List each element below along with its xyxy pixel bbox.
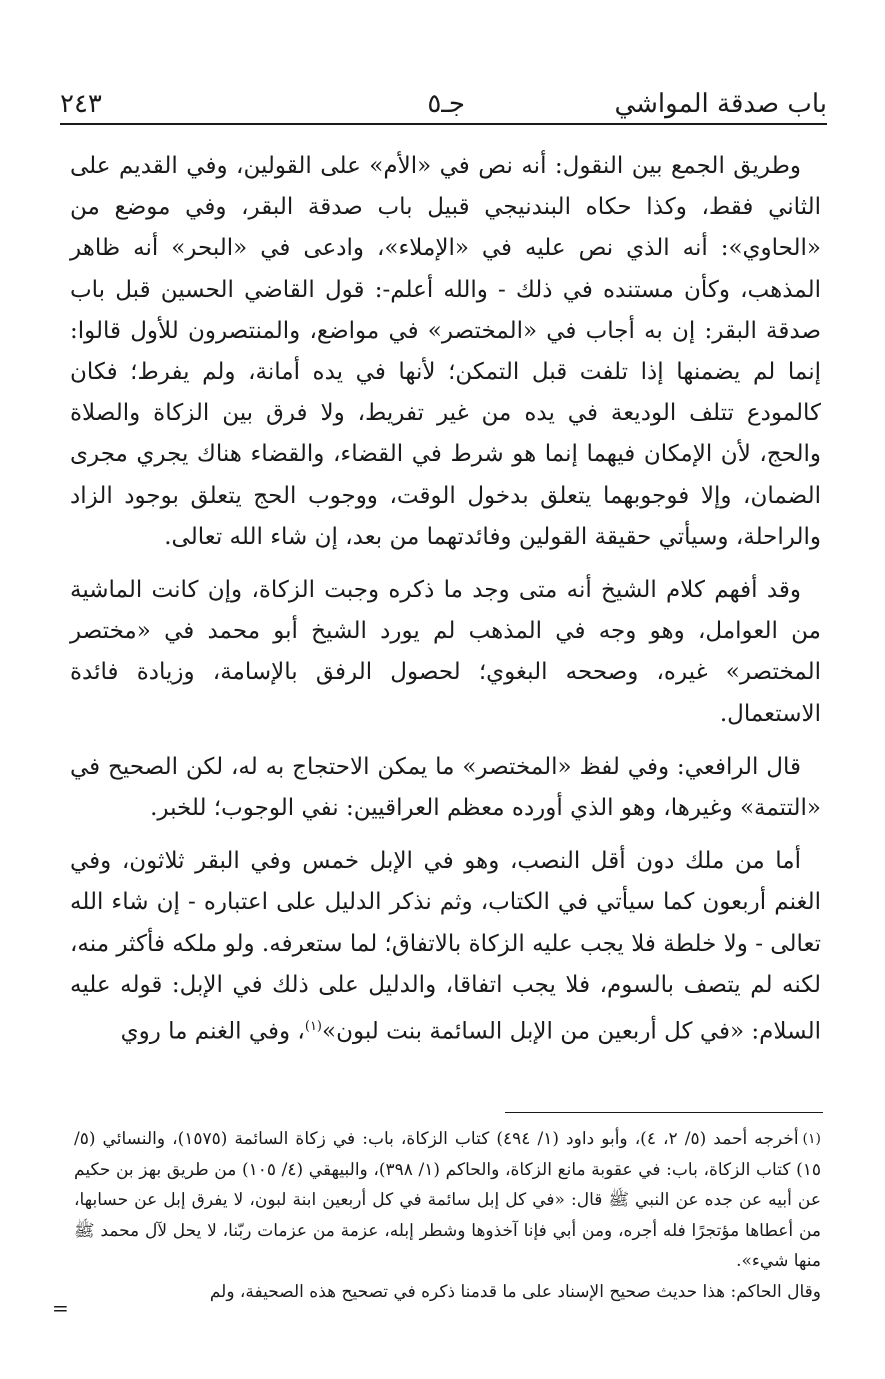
paragraph-text: أما من ملك دون أقل النصب، وهو في الإبل خمس وفي البقر ثلاثون، وفي الغنم أربعون كما سيأتي في الكتاب، وثم نذكر الدليل على اعتباره - إن شاء الله تعالى - ولا خلطة فلا يجب عليه الزكاة بالاتفاق؛ لما ستعرفه. ولو ملكه فأكثر منه، لكنه لم يتصف بالسوم، فلا يجب اتفاقا، والدليل على ذلك في الإبل: قوله عليه السلام: «في كل أربعين من الإبل السائمة بنت لبون» [70,848,821,1045]
footnotes [74,1124,821,1307]
footnote-continuation: وقال الحاكم: هذا حديث صحيح الإسناد على ما قدمنا ذكره في تصحيح هذه الصحيفة، ولم [209,1281,821,1302]
footnote-1 [74,1124,821,1277]
header-divider [60,123,827,125]
paragraph [70,841,821,1053]
continues-mark: = [52,1296,69,1320]
footnote-reference[interactable]: (١) [304,1019,322,1035]
volume-label: جـ٥ [427,89,465,119]
main-text [70,146,821,1065]
paragraph-tail: ، وفي الغنم ما روي [120,1018,305,1045]
chapter-title: باب صدقة المواشي [614,89,827,119]
paragraph: وقد أفهم كلام الشيخ أنه متى وجد ما ذكره وجبت الزكاة، وإن كانت الماشية من العوامل، وهو وجه في المذهب لم يورد الشيخ أبو محمد في «مختصر المختصر» غيره، وصححه البغوي؛ لحصول الرفق بالإسامة، وزيادة فائدة الاستعمال. [70,577,821,727]
footnote-divider [505,1112,823,1113]
footnote-marker: (١) [802,1131,822,1147]
page-number: ٢٤٣ [60,89,102,119]
footnote-text: أخرجه أحمد (٥/ ٢، ٤)، وأبو داود (١/ ٤٩٤) كتاب الزكاة، باب: في زكاة السائمة (١٥٧٥)، والنسائي (٥/ ١٥) كتاب الزكاة، باب: في عقوبة مانع الزكاة، والحاكم (١/ ٣٩٨)، والبيهقي (٤/ ١٠٥) من طريق بهز بن حكيم عن أبيه عن جده عن النبي ﷺ قال: «في كل إبل سائمة في كل أربعين ابنة لبون، لا يفرق إبل عن حسابها، من أعطاها مؤتجرًا فله أجره، ومن أبي فإنا آخذوها وشطر إبله، عزمة من عزمات ربّنا، لا يحل لآل محمد ﷺ منها شيء». [74,1129,821,1271]
paragraph: وطريق الجمع بين النقول: أنه نص في «الأم» على القولين، وفي القديم على الثاني فقط، وكذا حكاه البندنيجي قبيل باب صدقة البقر، وفي موضع من «الحاوي»: أنه الذي نص عليه في «الإملاء»، وادعى في «البحر» أنه ظاهر المذهب، وكأن مستنده في ذلك - والله أعلم-: قول القاضي الحسين قبل باب صدقة البقر: إن به أجاب في «المختصر» في مواضع، والمنتصرون للأول قالوا: إنما لم يضمنها إذا تلفت قبل التمكن؛ لأنها في يده أمانة، ولم يفرط؛ فكان كالمودع تتلف الوديعة في يده من غير تفريط، ولا فرق بين الزكاة والصلاة والحج، لأن الإمكان فيهما إنما هو شرط في القضاء، والقضاء هناك يجري مجرى الضمان، وإلا فوجوبهما يتعلق بدخول الوقت، ووجوب الحج يتعلق بوجود الزاد والراحلة، وسيأتي حقيقة القولين وفائدتهما من بعد، إن شاء الله تعالى. [70,153,821,550]
running-header [60,84,827,124]
paragraph: قال الرافعي: وفي لفظ «المختصر» ما يمكن الاحتجاج به له، لكن الصحيح في «التتمة» وغيرها، وهو الذي أورده معظم العراقيين: نفي الوجوب؛ للخبر. [70,753,821,822]
